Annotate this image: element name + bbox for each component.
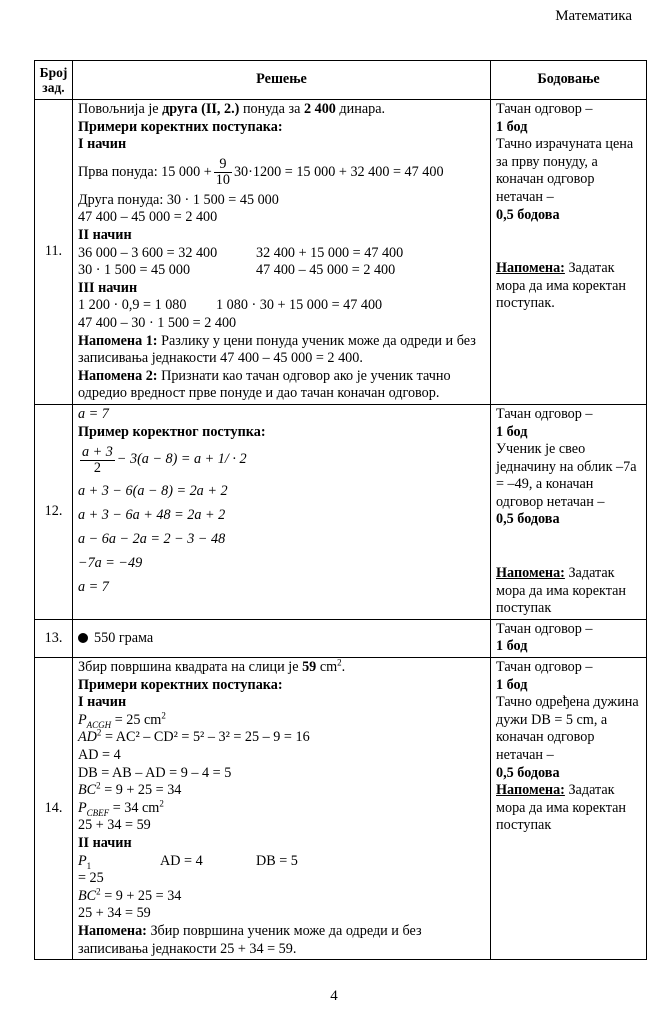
examples-heading: Примери коректних поступака: — [78, 676, 283, 693]
scoring-note: Напомена: Задатак мора да има коректан поступак — [496, 565, 627, 617]
col-header-solution: Решење — [73, 61, 491, 100]
method-1-heading: I начин — [78, 136, 127, 153]
offer-2-line: Друга понуда: 30 · 1 500 = 45 000 — [78, 191, 279, 208]
solution-cell — [73, 100, 491, 405]
example-heading: Пример коректног поступка: — [78, 423, 266, 440]
note-1: Напомена 1: Разлику у цени понуда ученик може да одреди и без записивања једнакости 47 400 – 45 000 = 2 400. — [78, 332, 476, 367]
scoring-cell: Тачан одговор – 1 бод Тачно израчуната цена за прву понуду, а коначан одговор нетачан – 0,5 бодова Напомена: Задатак мора да има коректан поступак. — [491, 100, 647, 405]
scoring-note: Напомена: Задатак мора да има коректан поступак — [496, 782, 627, 834]
solution-cell — [73, 404, 491, 619]
equation-step-6: a = 7 — [78, 579, 109, 596]
task-number: 13. — [35, 619, 73, 657]
examples-heading: Примери коректних поступака: — [78, 118, 283, 135]
db-value: DB = AB – AD = 9 – 4 = 5 — [78, 764, 232, 781]
table-row-task-11 — [35, 100, 647, 405]
method-3-heading: III начин — [78, 279, 138, 296]
bc-squared: $BC^2 = 9 + 25 = 34$ — [78, 780, 182, 799]
bc-squared-2: $BC^2 = 9 + 25 = 34$ — [78, 886, 182, 904]
table-header-row — [35, 61, 647, 100]
table-row-task-12 — [35, 404, 647, 619]
equation-step-4: a − 6a − 2a = 2 − 3 − 48 — [78, 531, 226, 548]
note-2: Напомена 2: Признати као тачан одговор ако је ученик тачно одредио вредност прве понуде и дао тачан коначан одговор. — [78, 367, 451, 402]
scoring-cell: Тачан одговор – 1 бод Ученик је свео једначину на облик –7a = –49, а коначан одговор нетачан – 0,5 бодова Напомена: Задатак мора да има коректан поступак — [491, 404, 647, 619]
offer-1-formula: Прва понуда: 15 000 + $\frac{9}{10}$ 30·1200 = 15 000 + 32 400 = 47 400 — [78, 156, 444, 189]
method-2-heading: II начин — [78, 834, 132, 851]
method-3-row-2: 47 400 – 30 · 1 500 = 2 400 — [78, 314, 237, 331]
equation-step-1: $\frac{a + 3}{2}$ − 3(a − 8) = a + 1/ · 2 — [82, 443, 247, 476]
area-cbef: $P_{CBEF} = 34$ $cm^2$ — [78, 798, 164, 818]
method-2-row-1: 36 000 – 3 600 = 32 400 32 400 + 15 000 = 47 400 — [78, 244, 404, 261]
table-row-task-13 — [35, 619, 647, 657]
filled-bullet-icon — [78, 633, 88, 643]
task-number: 14. — [35, 658, 73, 960]
solution-cell — [73, 658, 491, 960]
page-number: 4 — [330, 988, 338, 1004]
task-number: 11. — [35, 100, 73, 405]
table-row-task-14 — [35, 658, 647, 960]
method-3-row-1: 1 200 · 0,9 = 1 080 1 080 · 30 + 15 000 = 47 400 — [78, 297, 383, 314]
area-acgh: $P_{ACGH} = 25$ $cm^2$ — [78, 710, 166, 730]
equation-step-5: −7a = −49 — [78, 555, 143, 572]
answer-line: Повољнија је друга (II, 2.) понуда за 2 400 динара. — [78, 101, 386, 117]
sum-line-2: 25 + 34 = 59 — [78, 905, 151, 922]
ad-squared: $AD^2 = AC^2 - CD^2 = 5^2 - 3^2 = 25 - 9 = 16$ — [78, 727, 310, 746]
method-2-row-2: 30 · 1 500 = 45 000 47 400 – 45 000 = 2 400 — [78, 262, 396, 279]
solution-cell — [73, 619, 491, 657]
answer-line: Збир површина квадрата на слици је 59 $cm^2$. — [78, 657, 346, 676]
scoring-note: Напомена: Задатак мора да има коректан поступак. — [496, 260, 627, 312]
answer-line: 550 грама — [94, 629, 154, 646]
method-1-heading: I начин — [78, 694, 127, 711]
fraction: $\frac{9}{10}$ — [215, 156, 230, 189]
scoring-cell: Тачан одговор – 1 бод Тачно одређена дужина дужи DB = 5 cm, а коначан одговор нетачан – 0,5 бодова Напомена: Задатак мора да има коректан поступак — [491, 658, 647, 960]
scoring-cell: Тачан одговор – 1 бод — [491, 619, 647, 657]
equation-step-2: a + 3 − 6(a − 8) = 2a + 2 — [78, 483, 228, 500]
difference-line: 47 400 – 45 000 = 2 400 — [78, 209, 218, 226]
ad-value: AD = 4 — [78, 747, 121, 763]
note: Напомена: Збир површина ученик може да одреди и без записивања једнакости 25 + 34 = 59. — [78, 922, 422, 957]
page-header-subject: Математика — [555, 8, 632, 24]
sum-line: 25 + 34 = 59 — [78, 817, 151, 834]
method-2-heading: II начин — [78, 226, 132, 243]
scoring-table — [34, 60, 647, 960]
method-2-row-1: $P_1$ = 25 AD = 4 DB = 5 — [78, 852, 298, 887]
col-header-scoring: Бодовање — [491, 61, 647, 100]
col-header-number: Број зад. — [35, 61, 73, 100]
answer-line: a = 7 — [78, 405, 109, 422]
task-number: 12. — [35, 404, 73, 619]
equation-step-3: a + 3 − 6a + 48 = 2a + 2 — [78, 507, 226, 524]
